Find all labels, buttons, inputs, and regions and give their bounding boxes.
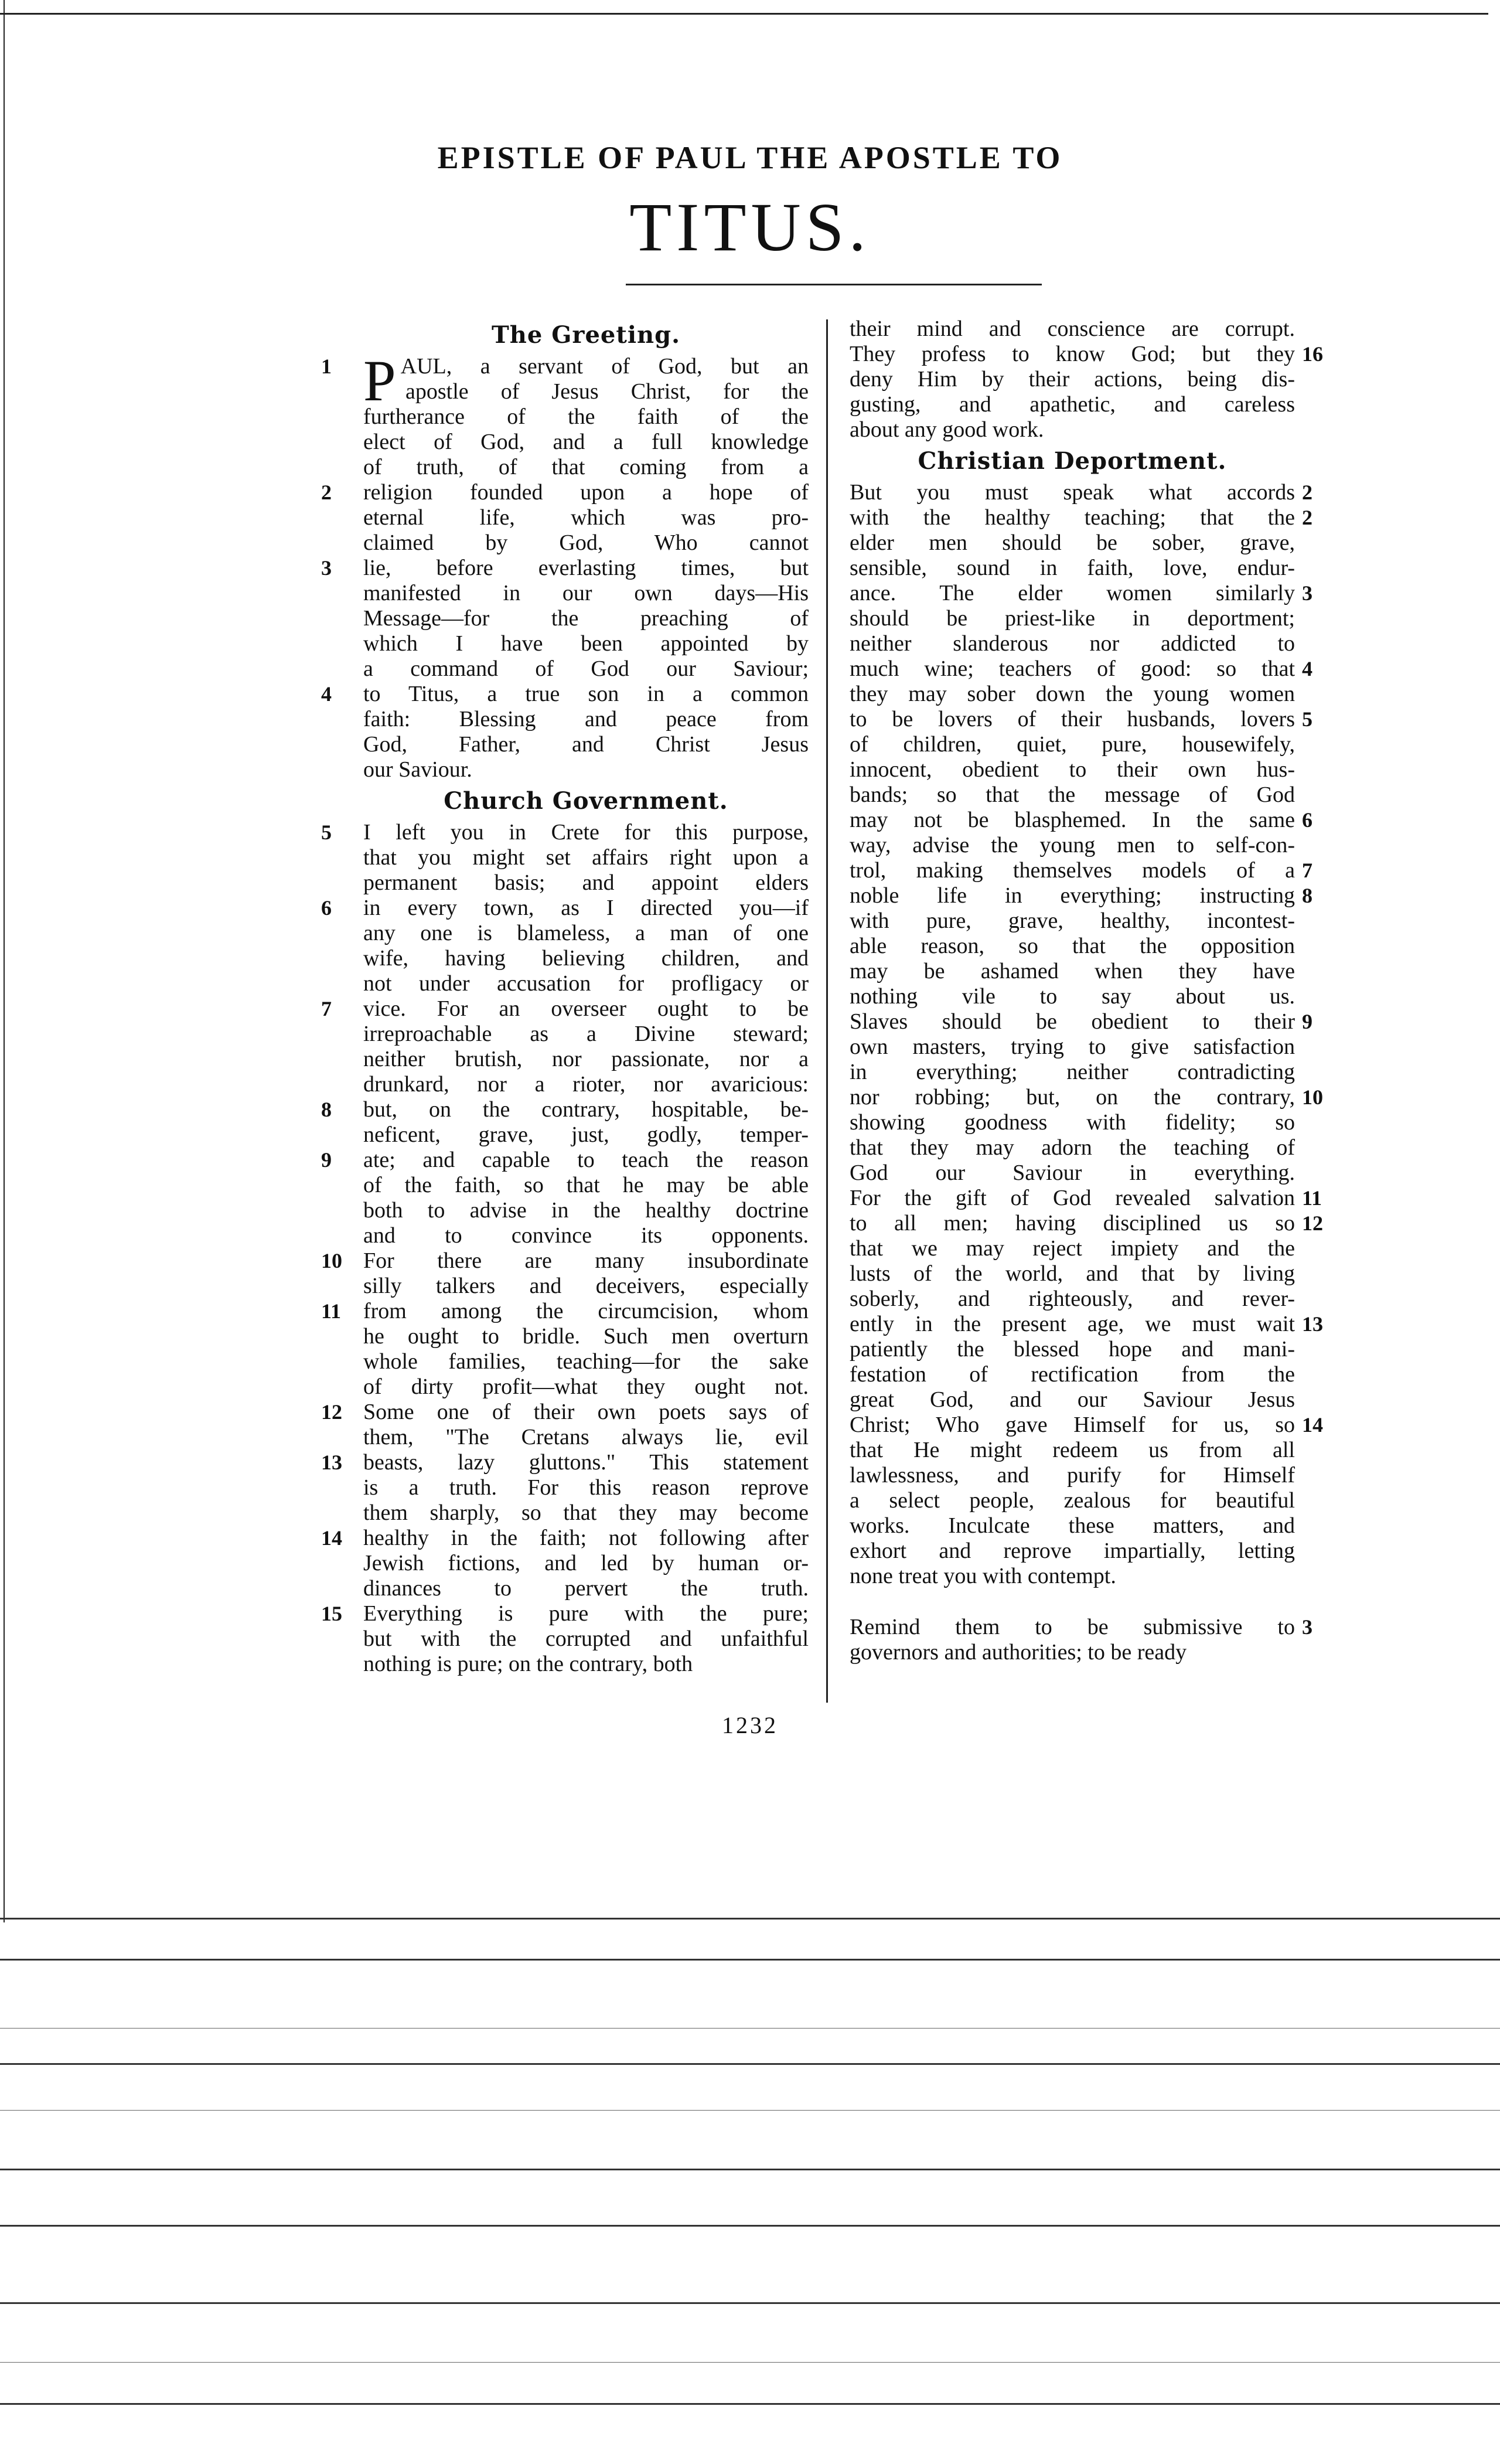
text-line <box>850 1160 1295 1186</box>
text-line <box>850 1438 1295 1463</box>
greeting-text <box>321 348 809 782</box>
text-line <box>850 606 1295 631</box>
verse-text: Message—for the preaching of <box>363 606 809 631</box>
verse-text: Everything is pure with the pure; <box>363 1601 809 1626</box>
verse-text: manifested in our own days—His <box>363 581 809 605</box>
verse-number: 14 <box>321 1526 342 1550</box>
text-line <box>850 1009 1312 1034</box>
verse-number: 2 <box>1302 481 1312 504</box>
column-divider <box>826 319 828 1703</box>
verse-text: that they may adorn the teaching of <box>850 1135 1295 1160</box>
verse-text: of the faith, so that he may be able <box>363 1173 809 1197</box>
text-line <box>850 656 1312 682</box>
text-line <box>363 455 809 480</box>
verse-text: way, advise the young men to self-con- <box>850 833 1295 857</box>
verse-text: nothing vile to say about us. <box>850 984 1295 1009</box>
text-line <box>850 1186 1322 1211</box>
scan-line <box>0 2362 1500 2363</box>
verse-text: nothing is pure; on the contrary, both <box>363 1652 693 1676</box>
verse-text: that we may reject impiety and the <box>850 1236 1295 1261</box>
text-line <box>850 556 1295 581</box>
verse-text: but, on the contrary, hospitable, be- <box>363 1097 809 1122</box>
verse-text: to Titus, a true son in a common <box>363 682 809 706</box>
epistle-heading: EPISTLE OF PAUL THE APOSTLE TO <box>437 140 1063 175</box>
section-heading-church: Church Government. <box>444 787 728 815</box>
text-line <box>850 530 1295 556</box>
verse-text: gusting, and apathetic, and careless <box>850 392 1295 417</box>
verse-number: 5 <box>321 821 332 844</box>
verse-number: 3 <box>321 556 332 580</box>
left-border <box>4 0 5 1922</box>
text-line <box>850 808 1312 833</box>
verse-text: both to advise in the healthy doctrine <box>363 1198 809 1223</box>
text-line <box>363 1551 809 1576</box>
verse-text: nor robbing; but, on the contrary, <box>850 1085 1295 1110</box>
verse-text: may be ashamed when they have <box>850 959 1295 983</box>
chapter-three-text <box>850 1615 1312 1665</box>
text-line <box>850 1488 1295 1513</box>
text-line <box>850 1287 1295 1312</box>
left-column <box>321 316 809 1677</box>
verse-text: may not be blasphemed. In the same <box>850 808 1295 832</box>
verse-text: in every town, as I directed you—if <box>363 896 809 920</box>
verse-number: 10 <box>1302 1085 1323 1109</box>
text-line <box>363 1425 809 1450</box>
paragraph-gap <box>850 1589 1295 1615</box>
verse-text: them sharply, so that they may become <box>363 1500 809 1525</box>
text-line <box>363 404 809 430</box>
verse-text: irreproachable as a Divine steward; <box>363 1022 809 1046</box>
verse-text: silly talkers and deceivers, especially <box>363 1274 809 1298</box>
drop-cap: P <box>363 348 396 413</box>
section-heading-greeting: The Greeting. <box>491 321 680 349</box>
verse-text: ance. The elder women similarly <box>850 581 1295 605</box>
text-line <box>850 1085 1323 1110</box>
verse-text: not under accusation for profligacy or <box>363 971 809 996</box>
text-line <box>363 1652 809 1677</box>
text-line <box>363 946 809 971</box>
text-line <box>850 858 1312 883</box>
verse-text: festation of rectification from the <box>850 1362 1295 1387</box>
verse-number: 13 <box>1302 1312 1323 1336</box>
verse-text: trol, making themselves models of a <box>850 858 1295 883</box>
verse-text: much wine; teachers of good: so that <box>850 656 1295 681</box>
text-line <box>321 682 809 707</box>
text-line <box>321 896 809 921</box>
verse-text: But you must speak what accords <box>850 480 1295 505</box>
verse-text: neither brutish, nor passionate, nor a <box>363 1047 809 1071</box>
text-line <box>850 934 1295 959</box>
text-line <box>363 1274 809 1299</box>
verse-number: 12 <box>1302 1211 1323 1235</box>
text-line <box>363 845 809 870</box>
book-title: TITUS. <box>629 189 871 266</box>
text-line <box>850 316 1295 342</box>
verse-text: which I have been appointed by <box>363 631 809 656</box>
verse-text: that you might set affairs right upon a <box>363 845 809 870</box>
text-line <box>363 971 809 996</box>
text-line <box>321 1248 809 1274</box>
text-line <box>363 870 809 896</box>
scan-line <box>0 2169 1500 2170</box>
verse-text: lawlessness, and purify for Himself <box>850 1463 1295 1488</box>
verse-text: Slaves should be obedient to their <box>850 1009 1295 1034</box>
verse-text: able reason, so that the opposition <box>850 934 1295 958</box>
text-line <box>850 1261 1295 1287</box>
verse-number: 2 <box>321 481 332 504</box>
verse-text: healthy in the faith; not following after <box>363 1526 809 1550</box>
text-line <box>321 1400 809 1425</box>
text-line <box>850 1362 1295 1387</box>
top-border <box>0 13 1488 15</box>
text-line <box>321 1148 809 1173</box>
verse-text: deny Him by their actions, being dis- <box>850 367 1295 392</box>
scan-line <box>0 2028 1500 2029</box>
verse-text: For the gift of God revealed salvation <box>850 1186 1295 1210</box>
verse-text: whole families, teaching—for the sake <box>363 1349 809 1374</box>
text-line <box>850 1034 1295 1060</box>
verse-text: claimed by God, Who cannot <box>363 530 809 555</box>
verse-number: 8 <box>321 1098 332 1121</box>
verse-text: noble life in everything; instructing <box>850 883 1295 908</box>
text-line <box>363 1198 809 1223</box>
text-line <box>321 820 809 845</box>
verse-text: They profess to know God; but they <box>850 342 1295 366</box>
scan-line <box>0 2403 1500 2405</box>
text-line <box>850 1110 1295 1135</box>
scan-line <box>0 2225 1500 2227</box>
verse-text: elect of God, and a full knowledge <box>363 430 809 454</box>
verse-text: drunkard, nor a rioter, nor avaricious: <box>363 1072 809 1097</box>
verse-text: sensible, sound in faith, love, endur- <box>850 556 1295 580</box>
verse-number: 8 <box>1302 884 1312 907</box>
verse-text: beasts, lazy gluttons." This statement <box>363 1450 809 1475</box>
text-line <box>850 367 1295 392</box>
verse-number: 13 <box>321 1451 342 1474</box>
text-line <box>321 1526 809 1551</box>
text-line <box>321 480 809 505</box>
verse-text: none treat you with contempt. <box>850 1564 1116 1588</box>
text-line <box>850 505 1312 530</box>
verse-text: permanent basis; and appoint elders <box>363 870 809 895</box>
text-line <box>850 908 1295 934</box>
verse-text: of dirty profit—what they ought not. <box>363 1374 809 1399</box>
verse-text: neficent, grave, just, godly, temper- <box>363 1122 809 1147</box>
verse-text: lie, before everlasting times, but <box>363 556 809 580</box>
verse-text: but with the corrupted and unfaithful <box>363 1626 809 1651</box>
text-line <box>363 631 809 656</box>
verse-text: great God, and our Saviour Jesus <box>850 1387 1295 1412</box>
verse-number: 9 <box>321 1148 332 1172</box>
text-line <box>363 505 809 530</box>
verse-number: 11 <box>1302 1186 1322 1210</box>
verse-text: ently in the present age, we must wait <box>850 1312 1295 1336</box>
text-line <box>850 1312 1323 1337</box>
verse-number: 11 <box>321 1299 342 1323</box>
right-column <box>850 316 1323 1665</box>
text-line <box>321 1097 809 1122</box>
verse-text: about any good work. <box>850 417 1044 442</box>
verse-text: our Saviour. <box>363 757 472 782</box>
text-line <box>850 732 1295 757</box>
text-line <box>850 342 1323 367</box>
verse-text: soberly, and righteously, and rever- <box>850 1287 1295 1311</box>
verse-number: 16 <box>1302 342 1323 366</box>
verse-text: with pure, grave, healthy, incontest- <box>850 908 1295 933</box>
text-line <box>363 707 809 732</box>
verse-text: ate; and capable to teach the reason <box>363 1148 809 1172</box>
verse-number: 6 <box>1302 808 1312 832</box>
text-line <box>363 757 809 782</box>
verse-text: patiently the blessed hope and mani- <box>850 1337 1295 1362</box>
verse-number: 6 <box>321 896 332 920</box>
christian-deportment-text <box>850 480 1323 1589</box>
text-line <box>850 707 1312 732</box>
verse-text: I left you in Crete for this purpose, <box>363 820 809 845</box>
verse-text: furtherance of the faith of the <box>363 404 809 429</box>
verse-text: exhort and reprove impartially, letting <box>850 1539 1295 1563</box>
verse-number: 7 <box>321 997 332 1020</box>
text-line <box>850 581 1312 606</box>
text-line <box>321 1299 809 1324</box>
verse-text: Jewish fictions, and led by human or- <box>363 1551 809 1575</box>
text-line <box>850 1640 1295 1665</box>
verse-text: in everything; neither contradicting <box>850 1060 1295 1084</box>
verse-text: their mind and conscience are corrupt. <box>850 316 1295 341</box>
scan-line <box>0 1918 1500 1920</box>
verse-text: to be lovers of their husbands, lovers <box>850 707 1295 731</box>
verse-number: 14 <box>1302 1413 1323 1437</box>
verse-text: neither slanderous nor addicted to <box>850 631 1295 656</box>
verse-text: elder men should be sober, grave, <box>850 530 1295 555</box>
verse-text: Remind them to be submissive to <box>850 1615 1295 1639</box>
text-line <box>363 732 809 757</box>
verse-text: bands; so that the message of God <box>850 782 1295 807</box>
text-line <box>363 1223 809 1248</box>
verse-text: innocent, obedient to their own hus- <box>850 757 1295 782</box>
verse-text: with the healthy teaching; that the <box>850 505 1295 530</box>
verse-number: 5 <box>1302 707 1312 731</box>
verse-text: and to convince its opponents. <box>363 1223 809 1248</box>
text-line <box>850 1539 1295 1564</box>
text-line <box>850 959 1295 984</box>
verse-text: For there are many insubordinate <box>363 1248 809 1273</box>
text-line <box>321 556 809 581</box>
verse-text: vice. For an overseer ought to be <box>363 996 809 1021</box>
text-line <box>363 1173 809 1198</box>
verse-text: God, Father, and Christ Jesus <box>363 732 809 757</box>
scan-line <box>0 2302 1500 2304</box>
text-line <box>321 1450 809 1475</box>
verse-number: 3 <box>1302 1615 1312 1639</box>
continued-text <box>850 316 1323 443</box>
verse-text: Christ; Who gave Himself for us, so <box>850 1413 1295 1437</box>
verse-text: that He might redeem us from all <box>850 1438 1295 1462</box>
verse-text: to all men; having disciplined us so <box>850 1211 1295 1236</box>
text-line <box>363 1475 809 1500</box>
text-line <box>363 1047 809 1072</box>
verse-text: religion founded upon a hope of <box>363 480 809 505</box>
text-line <box>850 1135 1295 1160</box>
verse-text: of truth, of that coming from a <box>363 455 809 479</box>
text-line <box>850 1413 1323 1438</box>
verse-number: 12 <box>321 1400 342 1424</box>
scan-line <box>0 2110 1500 2111</box>
title-underline <box>626 284 1042 285</box>
text-line <box>850 883 1312 908</box>
text-line <box>850 1211 1323 1236</box>
text-line <box>321 1601 809 1626</box>
verse-text: dinances to pervert the truth. <box>363 1576 809 1601</box>
text-line <box>363 581 809 606</box>
verse-text: AUL, a servant of God, but an <box>400 354 809 379</box>
verse-text: own masters, trying to give satisfaction <box>850 1034 1295 1059</box>
verse-number: 4 <box>321 682 332 706</box>
text-line <box>850 1615 1312 1640</box>
text-line <box>850 682 1295 707</box>
text-line <box>850 631 1295 656</box>
verse-text: Some one of their own poets says of <box>363 1400 809 1424</box>
verse-text: of children, quiet, pure, housewifely, <box>850 732 1295 757</box>
verse-number: 15 <box>321 1602 342 1625</box>
text-line <box>850 782 1295 808</box>
verse-text: he ought to bridle. Such men overturn <box>363 1324 809 1349</box>
text-line <box>850 757 1295 782</box>
text-line <box>850 1463 1295 1488</box>
verse-number: 9 <box>1302 1010 1312 1033</box>
text-line <box>363 1626 809 1652</box>
verse-number: 2 <box>1302 506 1312 529</box>
verse-text: governors and authorities; to be ready <box>850 1640 1187 1665</box>
verse-text: a select people, zealous for beautiful <box>850 1488 1295 1513</box>
text-line <box>363 430 809 455</box>
verse-text: eternal life, which was pro- <box>363 505 809 530</box>
text-line <box>363 1072 809 1097</box>
text-line <box>850 1060 1295 1085</box>
scan-line <box>0 2063 1500 2065</box>
verse-text: should be priest-like in deportment; <box>850 606 1295 631</box>
verse-text: from among the circumcision, whom <box>363 1299 809 1323</box>
text-line <box>850 417 1295 443</box>
text-line <box>850 1513 1295 1539</box>
verse-text: God our Saviour in everything. <box>850 1160 1295 1185</box>
section-heading-christian: Christian Deportment. <box>918 447 1227 475</box>
text-line <box>363 1349 809 1374</box>
text-line <box>363 1122 809 1148</box>
verse-text: faith: Blessing and peace from <box>363 707 809 731</box>
verse-text: any one is blameless, a man of one <box>363 921 809 945</box>
verse-number: 1 <box>321 355 332 378</box>
text-line <box>363 1324 809 1349</box>
text-line <box>363 656 809 682</box>
text-line <box>363 1022 809 1047</box>
text-line <box>850 1236 1295 1261</box>
verse-text: showing goodness with fidelity; so <box>850 1110 1295 1135</box>
text-line <box>850 480 1312 505</box>
verse-text: works. Inculcate these matters, and <box>850 1513 1295 1538</box>
text-line <box>363 921 809 946</box>
text-line <box>850 984 1295 1009</box>
verse-text: they may sober down the young women <box>850 682 1295 706</box>
verse-number: 3 <box>1302 581 1312 605</box>
verse-text: wife, having believing children, and <box>363 946 809 971</box>
text-line <box>363 1576 809 1601</box>
text-line <box>321 996 809 1022</box>
page-number: 1232 <box>722 1712 778 1738</box>
text-line <box>363 606 809 631</box>
verse-text: lusts of the world, and that by living <box>850 1261 1295 1286</box>
text-line <box>850 1564 1295 1589</box>
text-line <box>850 833 1295 858</box>
verse-text: a command of God our Saviour; <box>363 656 809 681</box>
scan-line <box>0 1959 1500 1961</box>
text-line <box>363 379 809 404</box>
verse-text: is a truth. For this reason reprove <box>363 1475 809 1500</box>
text-line <box>363 1500 809 1526</box>
text-line <box>850 1337 1295 1362</box>
text-line <box>850 392 1295 417</box>
verse-number: 4 <box>1302 657 1312 680</box>
verse-text: apostle of Jesus Christ, for the <box>405 379 809 404</box>
church-government-text <box>321 820 809 1677</box>
verse-text: them, "The Cretans always lie, evil <box>363 1425 809 1449</box>
text-line <box>363 1374 809 1400</box>
verse-number: 10 <box>321 1249 342 1272</box>
text-line <box>850 1387 1295 1413</box>
verse-number: 7 <box>1302 859 1312 882</box>
text-line <box>363 530 809 556</box>
